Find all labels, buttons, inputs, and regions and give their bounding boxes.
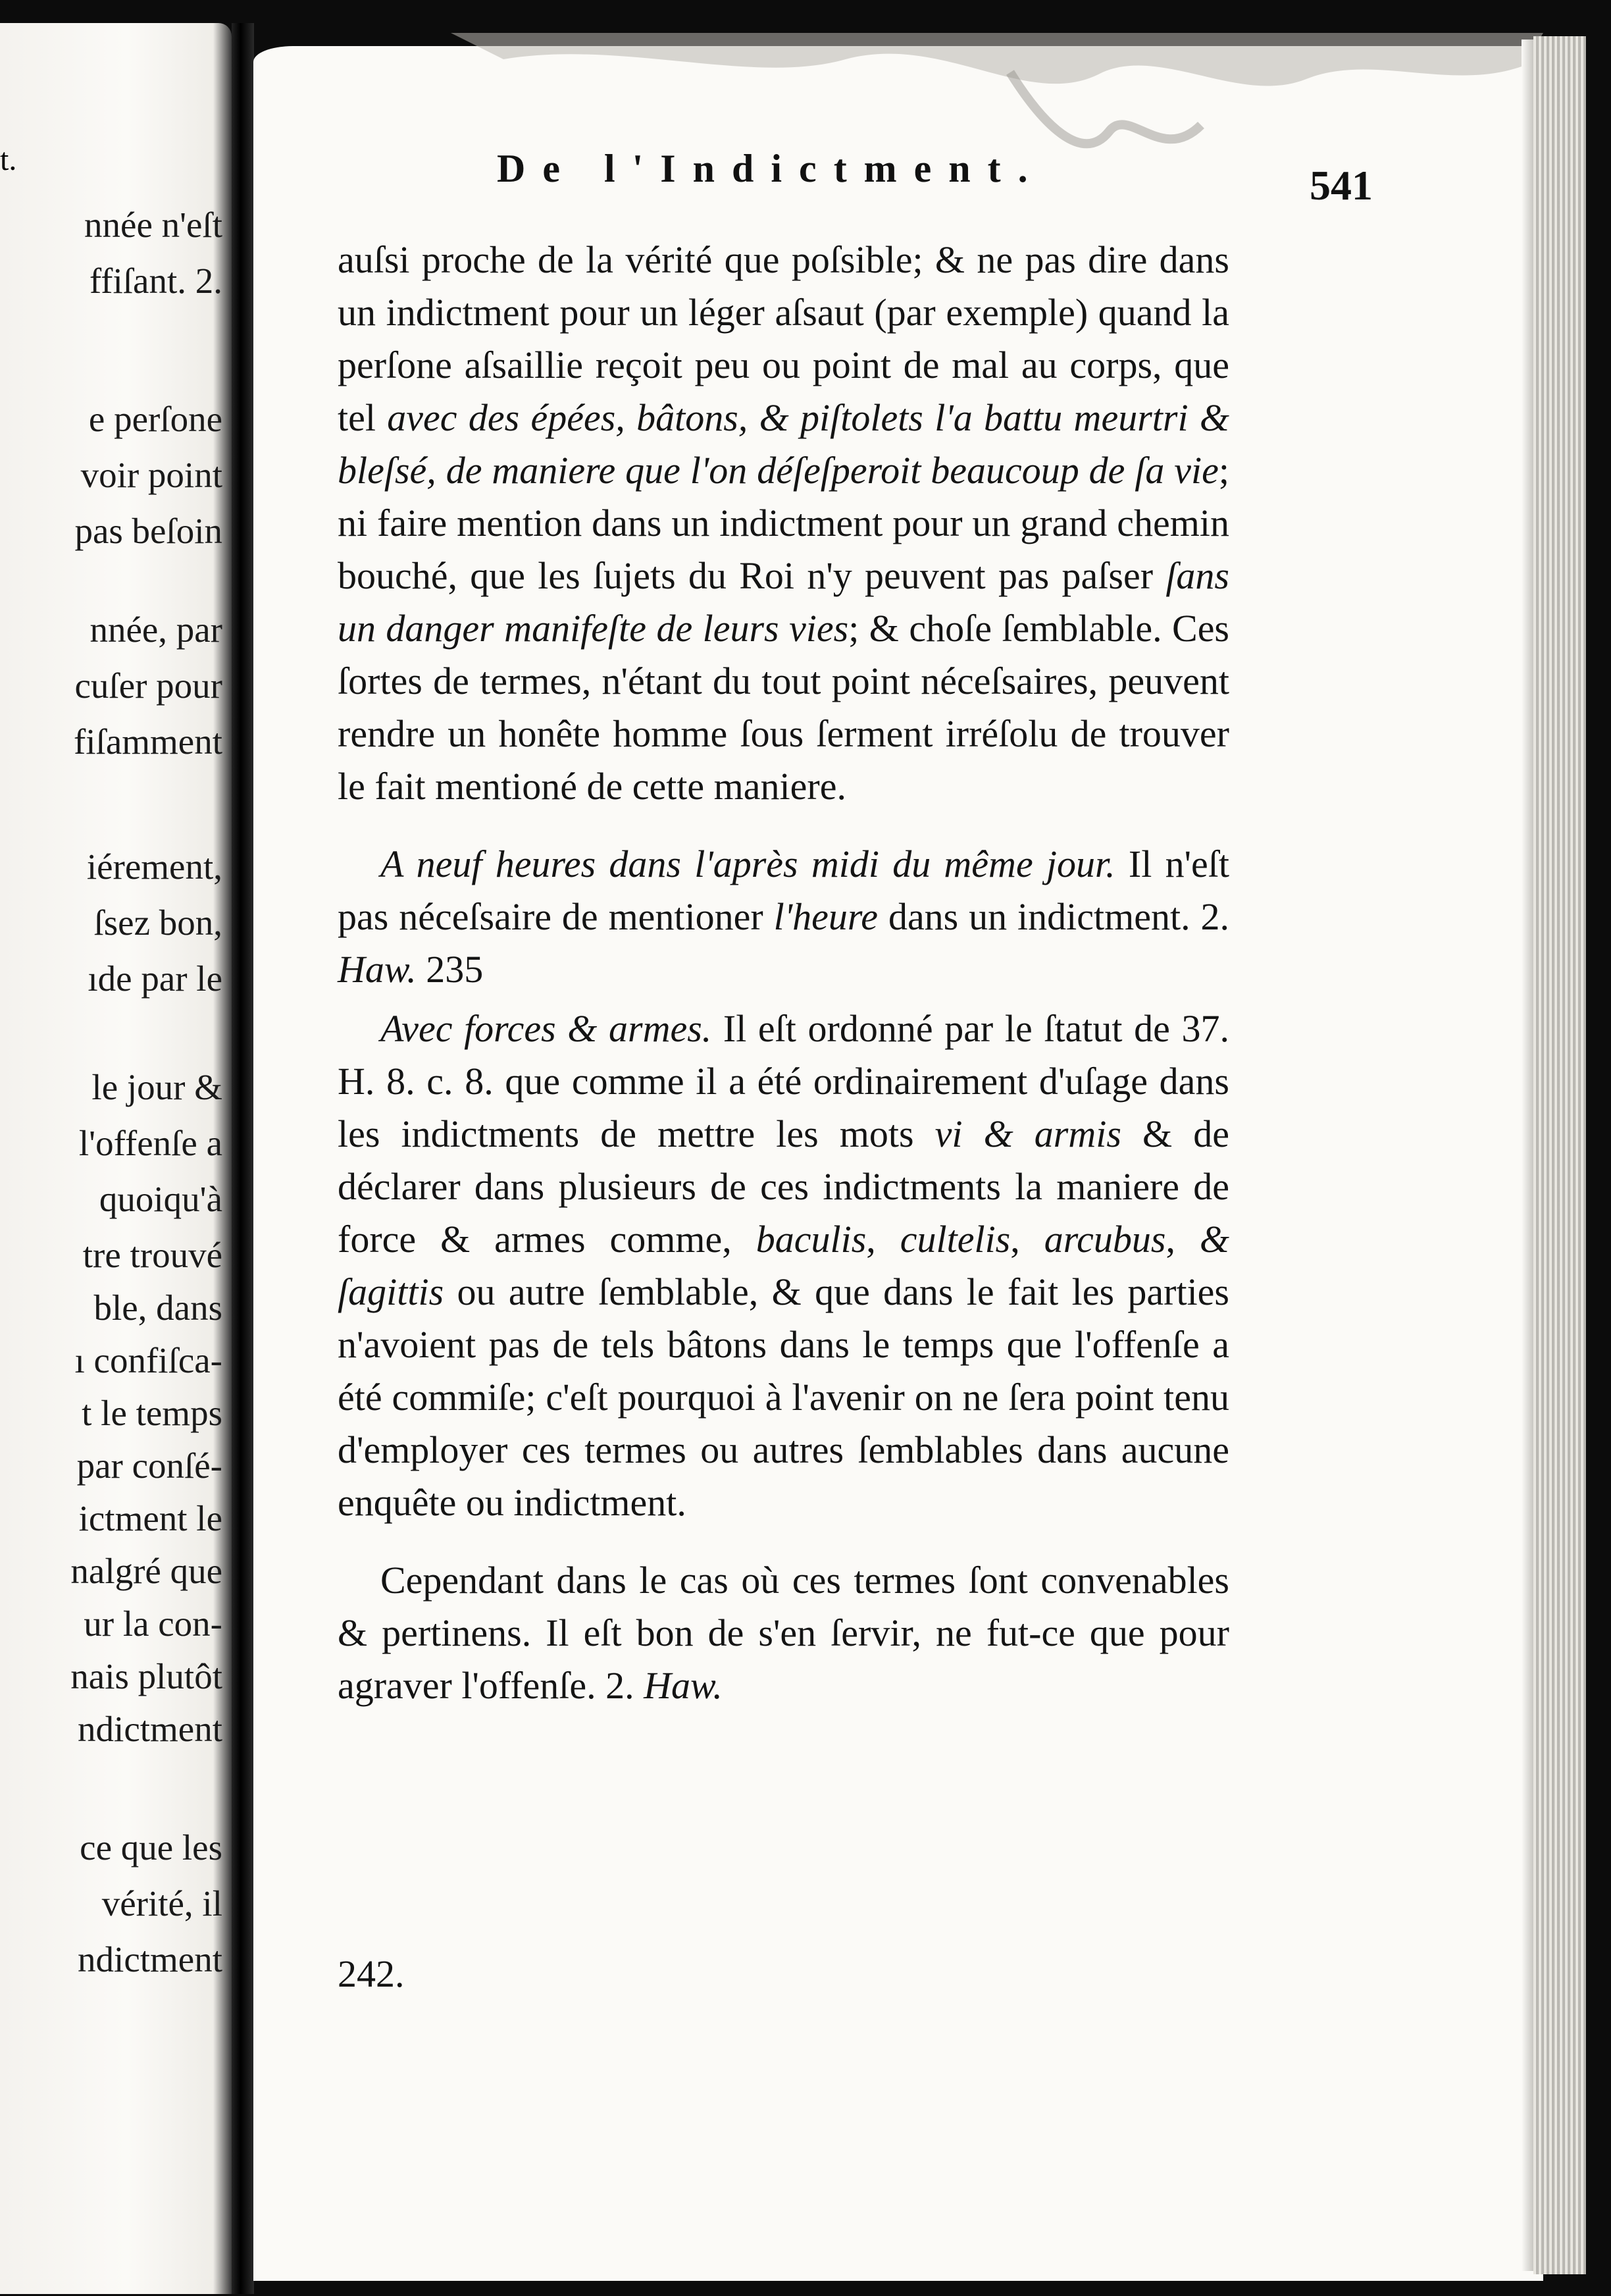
paragraph-4 [338, 1554, 1229, 1712]
text-run: ; & choſe ſemblable. Ces ſortes de termes, n'étant du tout point néceſsaires, peuvent rendre un honête homme ſous ſerment irréſolu de trouver le fait mentioné de cette maniere. [338, 607, 1230, 808]
text-run: baculis [755, 1218, 867, 1261]
left-page-line: voir point [80, 455, 222, 495]
paragraph-2 [338, 838, 1229, 996]
text-run: avec des épées, bâtons, & piſtolets l'a battu meurtri & bleſsé, de maniere que l'on déſeſperoit beaucoup de ſa vie [338, 396, 1229, 492]
left-page-line: nnée, par [90, 610, 222, 650]
left-page-line: iérement, [86, 847, 222, 887]
left-page-line: ndictment [78, 1939, 222, 1979]
left-page-line: l'offenſe a [78, 1123, 222, 1163]
left-page-line: pas beſoin [74, 511, 222, 551]
page-number: 541 [1310, 162, 1373, 209]
left-page-line: quoiqu'à [99, 1179, 222, 1219]
left-page-line: ur la con- [84, 1604, 222, 1644]
text-run: Il eſt ordonné par le ſtatut de 37. H. 8. c. 8. que comme il a été ordinairement d'uſage dans les indictments de mettre les mots [338, 1007, 1229, 1155]
text-run: A neuf heures dans l'après midi du même jour. [380, 843, 1115, 885]
text-run: & de déclarer dans plusieurs de ces indictments la maniere de force & armes comme, [338, 1112, 1229, 1261]
text-run: l'heure [773, 895, 879, 938]
left-page-header-fragment: t. [0, 142, 17, 177]
left-page-line: ıde par le [88, 958, 222, 999]
text-run: ou autre ſemblable, & que dans le fait les parties n'avoient pas de tels bâtons dans le temps que l'offenſe a été commiſe; c'eſt pourquoi à l'avenir on ne ſera point tenu d'employer ces termes ou autres ſemblables dans aucune enquête ou indictment. [338, 1270, 1229, 1524]
text-run: Il n'eſt pas néceſsaire de mentioner [338, 843, 1229, 938]
text-run: Haw. [338, 948, 417, 991]
left-page-line: par conſé- [76, 1446, 222, 1486]
text-run: vi & armis [934, 1112, 1121, 1155]
paragraph-1 [338, 234, 1229, 813]
text-run: Avec forces & armes. [380, 1007, 712, 1050]
catchword: 242. [338, 1952, 405, 1995]
page-body-text [338, 234, 1229, 1712]
text-run: , [1010, 1218, 1044, 1261]
left-page-line: ı confiſca- [74, 1340, 222, 1380]
left-page-line: tre trouvé [82, 1235, 222, 1275]
left-page-line: le jour & [91, 1067, 222, 1107]
left-page-line: ictment le [78, 1498, 222, 1538]
text-run: Cependant dans le cas où ces termes ſont convenables & pertinens. Il eſt bon de s'en ſervir, ne fut-ce que pour agraver l'offenſe. 2. [338, 1559, 1229, 1707]
left-page-line: e perſone [88, 399, 222, 439]
left-page-line: t le temps [82, 1393, 222, 1433]
text-run: , [866, 1218, 900, 1261]
running-title: De l'Indictment. [497, 147, 1045, 190]
paragraph-3 [338, 1003, 1229, 1529]
left-page-line: cuſer pour [74, 665, 222, 706]
left-page-line: ndictment [78, 1709, 222, 1749]
left-page-line: vérité, il [101, 1883, 222, 1923]
left-page-line: nalgré que [70, 1551, 222, 1591]
text-run: ; ni faire mention dans un indictment pour un grand chemin bouché, que les ſujets du Roi n'y peuvent pas paſser [338, 449, 1229, 597]
left-page-line: nais plutôt [70, 1656, 222, 1696]
text-run: Haw. [644, 1664, 723, 1707]
left-page-line: ſsez bon, [93, 902, 222, 943]
left-page-line: fiſamment [73, 721, 222, 762]
text-run: cultelis [900, 1218, 1011, 1261]
left-page-line: ce que les [80, 1827, 222, 1867]
text-run: arcubus [1044, 1218, 1166, 1261]
page-edges [1533, 36, 1586, 2274]
book-gutter [232, 23, 254, 2294]
text-run: ſans un danger manifeſte de leurs vies [338, 554, 1229, 650]
left-page-line: nnée n'eſt [84, 205, 222, 245]
text-run: , [1165, 1218, 1200, 1261]
left-page-line: ble, dans [93, 1288, 222, 1328]
text-run: 235 [416, 948, 484, 991]
adjacent-left-page [0, 23, 232, 2294]
text-run: dans un indictment. 2. [878, 895, 1229, 938]
left-page-line: ffiſant. 2. [89, 261, 222, 301]
text-run: & ſagittis [338, 1218, 1230, 1313]
text-run: auſsi proche de la vérité que poſsible; & ne pas dire dans un indictment pour un léger aſsaut (par exemple) quand la perſone aſsaillie reçoit peu ou point de mal au corps, que tel [338, 238, 1229, 439]
